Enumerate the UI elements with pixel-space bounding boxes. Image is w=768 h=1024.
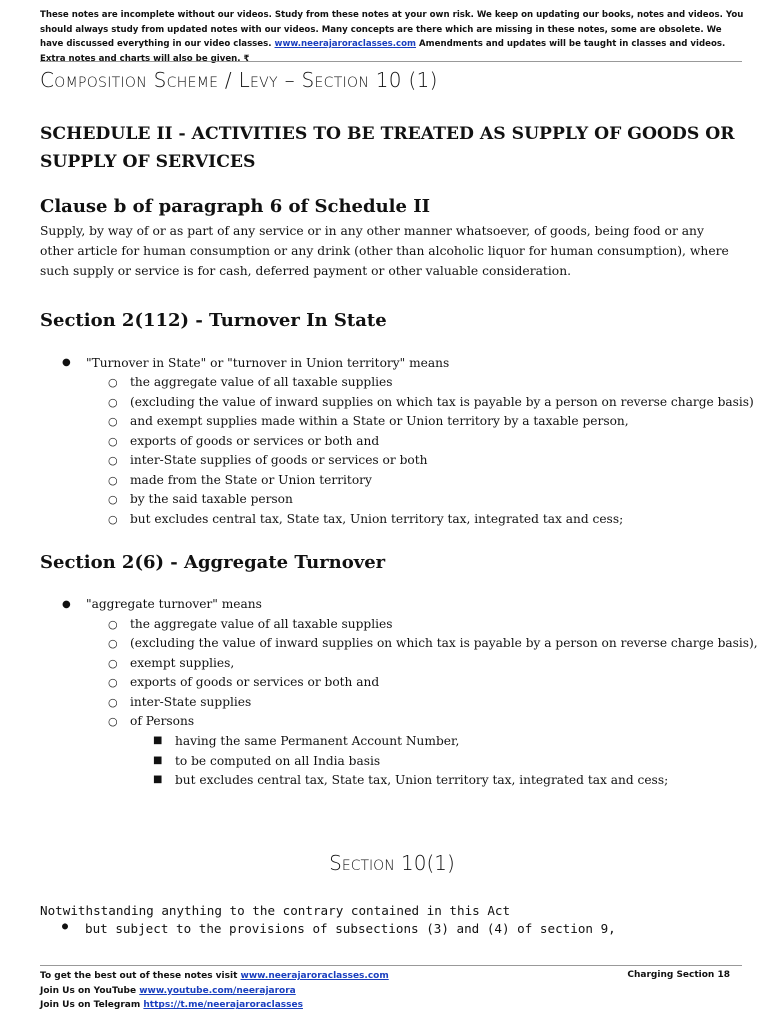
list-item: exempt supplies,	[130, 655, 235, 670]
list-item: (excluding the value of inward supplies on which tax is payable by a person on reverse charge basis),	[130, 636, 758, 651]
section-2-112-heading: Section 2(112) - Turnover In State	[40, 310, 387, 331]
square-bullet-icon: ■	[153, 735, 163, 746]
section-10-1-heading: Section 10(1)	[329, 851, 455, 875]
page-label: Charging Section 18	[627, 970, 730, 980]
list-item: "Turnover in State" or "turnover in Union territory" means	[86, 356, 450, 370]
section-10-1-bullet: but subject to the provisions of subsections (3) and (4) of section 9,	[85, 921, 616, 936]
circle-bullet-icon: ○	[108, 637, 118, 651]
footer-line-telegram	[40, 998, 742, 1013]
list-item: by the said taxable person	[130, 492, 293, 506]
header-divider	[40, 61, 742, 62]
circle-bullet-icon: ○	[108, 395, 118, 409]
list-item: the aggregate value of all taxable supplies	[130, 617, 393, 631]
header-disclaimer-text: These notes are incomplete without our videos. Study from these notes at your own risk. We keep on updating our books, notes and videos. You should always study from updated notes with our videos. Many concepts are there which are missing in these notes, some are obsolete. We have discussed everything in our video classes.	[40, 10, 744, 49]
footer-line-youtube	[40, 984, 742, 999]
disc-bullet-icon: ●	[62, 921, 69, 932]
list-item: inter-State supplies of goods or services or both	[130, 453, 428, 467]
circle-bullet-icon: ○	[108, 434, 118, 448]
circle-bullet-icon: ○	[108, 695, 118, 709]
list-item: "aggregate turnover" means	[86, 597, 262, 611]
footer-website-link[interactable]: www.neerajaroraclasses.com	[240, 971, 389, 981]
circle-bullet-icon: ○	[108, 493, 118, 506]
circle-bullet-icon: ○	[108, 473, 118, 487]
list-item: exports of goods or services or both and	[130, 433, 380, 448]
circle-bullet-icon: ○	[108, 715, 118, 728]
footer-label: Join Us on Telegram	[40, 1000, 141, 1011]
list-item: but excludes central tax, State tax, Union territory tax, integrated tax and cess;	[175, 773, 669, 787]
section-10-1-line: Notwithstanding anything to the contrary contained in this Act	[40, 903, 511, 918]
disc-bullet-icon: ●	[62, 599, 71, 610]
circle-bullet-icon: ○	[108, 618, 118, 631]
square-bullet-icon: ■	[153, 754, 163, 766]
clause-text: Supply, by way of or as part of any service or in any other manner whatsoever, of goods, being food or any other article for human consumption or any drink (other than alcoholic liquor for human consumption), where such supply or service is for cash, deferred payment or other valuable consideration.	[40, 224, 729, 278]
header-disclaimer	[40, 8, 746, 66]
list-item: but excludes central tax, State tax, Union territory tax, integrated tax and cess;	[130, 511, 624, 526]
circle-bullet-icon: ○	[108, 376, 118, 389]
footer-youtube-link[interactable]: www.youtube.com/neerajarora	[139, 985, 296, 996]
clause-heading: Clause b of paragraph 6 of Schedule II	[40, 196, 431, 217]
list-item: made from the State or Union territory	[130, 472, 372, 487]
footer-divider	[40, 965, 742, 966]
circle-bullet-icon: ○	[108, 454, 118, 467]
header-website-link[interactable]: www.neerajaroraclasses.com	[274, 39, 417, 49]
list-item: of Persons	[130, 714, 195, 728]
circle-bullet-icon: ○	[108, 656, 118, 670]
list-item: to be computed on all India basis	[175, 753, 381, 768]
circle-bullet-icon: ○	[108, 512, 118, 526]
header-disclaimer-text-2: Amendments and updates will be taught in classes and videos. Extra notes and charts will also be given. ₹	[40, 39, 726, 64]
list-item: exports of goods or services or both and	[130, 675, 380, 690]
list-item: inter-State supplies	[130, 694, 252, 709]
footer-label: Join Us on YouTube	[40, 985, 137, 996]
section-2-6-heading: Section 2(6) - Aggregate Turnover	[40, 552, 386, 573]
list-item: the aggregate value of all taxable supplies	[130, 375, 393, 389]
footer-label: To get the best out of these notes visit	[40, 971, 238, 981]
list-item: and exempt supplies made within a State or Union territory by a taxable person,	[130, 414, 629, 428]
list-item: having the same Permanent Account Number,	[175, 734, 460, 748]
list-item: (excluding the value of inward supplies on which tax is payable by a person on reverse charge basis)	[130, 394, 754, 409]
circle-bullet-icon: ○	[108, 415, 118, 428]
schedule-heading: SCHEDULE II - ACTIVITIES TO BE TREATED AS SUPPLY OF GOODS OR SUPPLY OF SERVICES	[40, 124, 735, 172]
circle-bullet-icon: ○	[108, 676, 118, 690]
square-bullet-icon: ■	[153, 774, 163, 785]
page-title: Composition Scheme / Levy – Section 10 (1)	[40, 68, 438, 92]
footer-telegram-link[interactable]: https://t.me/neerajaroraclasses	[143, 1000, 303, 1011]
disc-bullet-icon: ●	[62, 357, 71, 368]
